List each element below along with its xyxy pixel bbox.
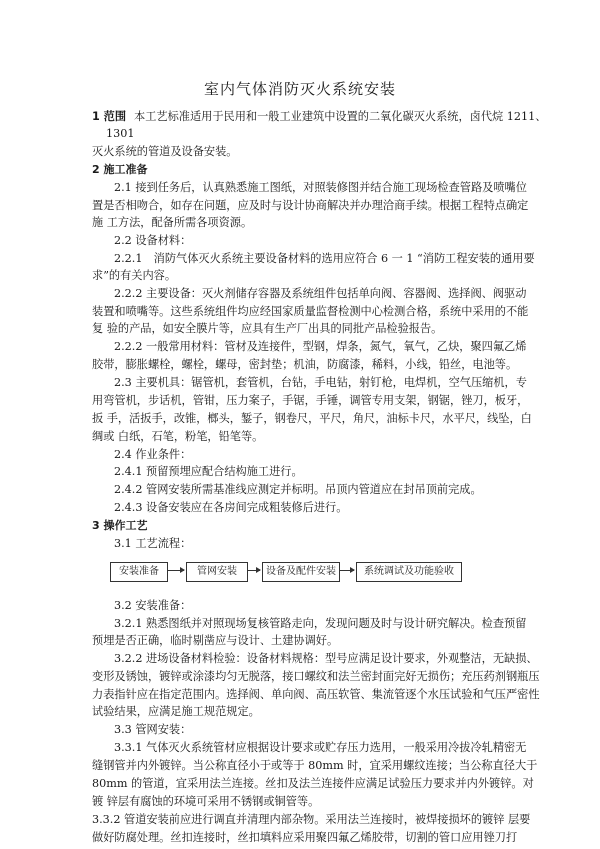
page-title: 室内气体消防灭火系统安装 xyxy=(203,80,396,98)
paragraph-line: 3.2.1 熟悉图纸并对照现场复核管路走向，发现问题及时与设计研究解决。检查预留 xyxy=(114,617,527,630)
paragraph-line: 80mm 的管道，宜采用法兰连接。丝扣及法兰连接件应满足试验压力要求并内外镀锌。对 xyxy=(92,777,534,790)
subsection-heading: 2.4 作业条件： xyxy=(114,448,192,461)
paragraph-line: 2.4.3 设备安装应在各房间完成粗装修后进行。 xyxy=(114,501,348,514)
paragraph-line: 用弯管机，步话机，管钳，压力案子，手锯，手锤，调管专用支架，钢锯，锉刀，板牙， xyxy=(92,394,529,407)
paragraph-line: 2.2.2 一般常用材料：管材及连接件，型钢，焊条，氮气，氧气，乙炔，聚四氟乙烯 xyxy=(114,340,527,353)
paragraph-line: 缝钢管并内外镀锌。当公称直径小于或等于 80mm 时，宜采用螺纹连接；当公称直径大于 xyxy=(92,759,538,772)
paragraph-line: 置是否相吻合，如存在问题，应及时与设计协商解决并办理洽商手续。根据工程特点确定 xyxy=(92,199,529,212)
paragraph-line: 扳 手，活扳手，改锥，榔头，錾子，钢卷尺，平尺，角尺，油标卡尺，水平尺，线坠，白 xyxy=(92,412,532,425)
section-3-heading: 3 操作工艺 xyxy=(92,519,148,532)
paragraph-line: 3.3.1 气体灭火系统管材应根据设计要求或贮存压力选用，一般采用冷拔冷轧精密无 xyxy=(114,741,527,754)
flow-step-pipe-install: 管网安装 xyxy=(186,562,248,582)
paragraph-line: 做好防腐处理。丝扣连接时，丝扣填料应采用聚四氟乙烯胶带，切割的管口应用锉刀打 xyxy=(92,831,518,844)
paragraph-line: 装置和喷嘴等。这些系统组件均应经国家质量监督检测中心检测合格，系统中采用的不能 xyxy=(92,305,529,318)
paragraph-line: 施 工方法，配备所需各项资源。 xyxy=(92,216,253,229)
flow-step-commissioning: 系统调试及功能验收 xyxy=(356,562,462,582)
subsection-heading: 3.2 安装准备： xyxy=(114,599,192,612)
flow-arrow-icon xyxy=(340,570,354,571)
paragraph-line: 绸或 白纸，石笔，粉笔，铅笔等。 xyxy=(92,430,264,443)
paragraph-line: 2.2.2 主要设备：灭火剂储存容器及系统组件包括单向阀、容器阀、选择阀、阀驱动 xyxy=(114,287,527,300)
paragraph-line: 预埋是否正确，临时剔凿应与设计、土建协调好。 xyxy=(92,634,339,647)
section-1-text: 本工艺标准适用于民用和一般工业建筑中设置的二氧化碳灭火系统，卤代烷 1211、 xyxy=(134,110,547,123)
flow-arrow-icon xyxy=(168,570,184,571)
paragraph-line: 2.4.1 预留预埋应配合结构施工进行。 xyxy=(114,465,303,478)
paragraph-line: 试验结果，应满足施工规范规定。 xyxy=(92,705,260,718)
paragraph-line: 胶带，膨胀螺栓，螺栓，螺母，密封垫；机油，防腐漆，稀料，小线，铅丝，电池等。 xyxy=(92,358,518,371)
flow-arrow-icon xyxy=(248,570,260,571)
subsection-heading: 2.2 设备材料： xyxy=(114,234,192,247)
subsection-heading: 3.1 工艺流程： xyxy=(114,537,192,550)
section-1-heading: 1 范围 xyxy=(92,110,127,123)
paragraph-line: 3.3.2 管道安装前应进行调直并清理内部杂物。采用法兰连接时，被焊接损坏的镀锌 层要 xyxy=(92,813,531,826)
flow-step-equipment-install: 设备及配件安装 xyxy=(262,562,340,582)
section-1-text: 1301 xyxy=(106,127,135,140)
paragraph-line: 2.2.1 消防气体灭火系统主要设备材料的选用应符合 6 一 1 “消防工程安装的通用要 xyxy=(114,252,535,265)
section-1-text: 灭火系统的管道及设备安装。 xyxy=(92,145,238,158)
section-2-heading: 2 施工准备 xyxy=(92,163,148,176)
paragraph-line: 力表指针应在指定范围内。选择阀、单向阀、高压软管、集流管逐个水压试验和气压严密性 xyxy=(92,688,540,701)
paragraph-line: 变形及锈蚀，镀锌或涂漆均匀无脱落，接口螺纹和法兰密封面完好无损伤；充压药剂钢瓶压 xyxy=(92,670,540,683)
subsection-heading: 3.3 管网安装： xyxy=(114,723,192,736)
paragraph-line: 3.2.2 进场设备材料检验：设备材料规格：型号应满足设计要求，外观整洁，无缺损、 xyxy=(114,652,538,665)
paragraph-line: 复 验的产品，如安全膜片等，应具有生产厂出具的同批产品检验报告。 xyxy=(92,322,443,335)
paragraph-line: 2.1 接到任务后，认真熟悉施工图纸，对照装修图并结合施工现场检查管路及喷嘴位 xyxy=(114,181,527,194)
flow-step-prepare: 安装准备 xyxy=(110,562,168,582)
paragraph-line: 求”的有关内容。 xyxy=(92,269,177,282)
paragraph-line: 镀 锌层有腐蚀的环境可采用不锈钢或铜管等。 xyxy=(92,795,320,808)
paragraph-line: 2.4.2 管网安装所需基准线应测定并标明。吊顶内管道应在封吊顶前完成。 xyxy=(114,483,482,496)
paragraph-line: 2.3 主要机具：锯管机，套管机，台钻，手电钻，射钉枪，电焊机，空气压缩机，专 xyxy=(114,376,527,389)
